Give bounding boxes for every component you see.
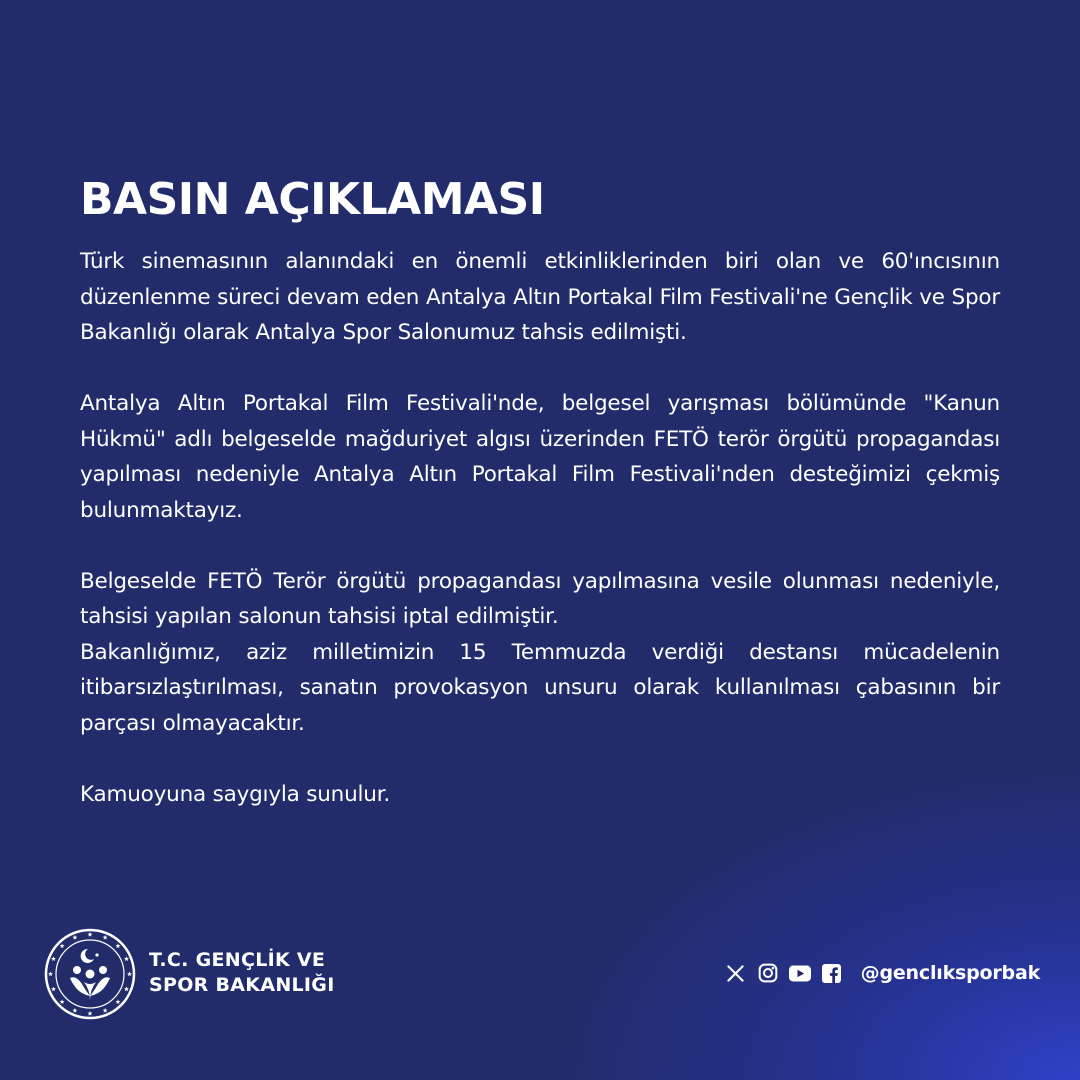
facebook-icon[interactable] bbox=[821, 962, 843, 984]
logo-star bbox=[127, 971, 132, 976]
logo-star bbox=[48, 971, 53, 976]
organization-name-line1: T.C. GENÇLİK VE bbox=[149, 949, 326, 971]
logo-star bbox=[124, 987, 129, 992]
logo-star bbox=[60, 999, 65, 1004]
social-handle[interactable]: @genclıksporbak bbox=[860, 962, 1040, 984]
instagram-icon[interactable] bbox=[757, 962, 779, 984]
logo-star bbox=[88, 1011, 93, 1016]
logo-star bbox=[72, 1008, 77, 1013]
press-release bbox=[80, 172, 1000, 812]
logo-star bbox=[88, 932, 93, 937]
paragraph-3: Belgeselde FETÖ Terör örgütü propagandası yapılmasına vesile olunması nedeniyle, tahsisi yapılan salonun tahsisi iptal edilmiştir. bbox=[80, 568, 1000, 629]
ministry-logo-icon bbox=[44, 928, 136, 1020]
paragraph-4: Bakanlığımız, aziz milletimizin 15 Temmuzda verdiği destansı mücadelenin itibarsızlaştırılması, sanatın provokasyon unsuru olarak kullanılması çabasının bir parçası olmayacaktır. bbox=[80, 639, 1000, 736]
logo-star bbox=[103, 935, 108, 940]
paragraph-2: Antalya Altın Portakal Film Festivali'nde, belgesel yarışması bölümünde "Kanun Hükmü" adlı belgeselde mağduriyet algısı üzerinden FETÖ terör örgütü propagandası yapılması nedeniyle Antalya Altın Portakal Film Festivali'nden desteğimizi çekmiş bulunmaktayız. bbox=[80, 391, 1000, 523]
youtube-icon[interactable] bbox=[789, 962, 811, 984]
page-title: BASIN AÇIKLAMASI bbox=[80, 174, 545, 225]
logo-star bbox=[124, 956, 129, 961]
logo-star bbox=[115, 943, 120, 948]
logo-star bbox=[103, 1008, 108, 1013]
organization-name-line2: SPOR BAKANLIĞI bbox=[149, 974, 335, 996]
footer bbox=[44, 928, 1040, 1020]
logo-star bbox=[72, 935, 77, 940]
social-links bbox=[725, 962, 1040, 984]
paragraph-spacer bbox=[80, 741, 1000, 777]
logo-star bbox=[51, 987, 56, 992]
logo-star bbox=[60, 943, 65, 948]
logo-star bbox=[115, 999, 120, 1004]
logo-star bbox=[51, 956, 56, 961]
paragraph-spacer bbox=[80, 528, 1000, 564]
x-icon[interactable] bbox=[725, 962, 747, 984]
paragraph-1: Türk sinemasının alanındaki en önemli etkinliklerinden biri olan ve 60'ıncısının düzenlenme süreci devam eden Antalya Altın Portakal Film Festivali'ne Gençlik ve Spor Bakanlığı olarak Antalya Spor Salonumuz tahsis edilmişti. bbox=[80, 249, 1000, 345]
organization-name bbox=[149, 948, 335, 998]
closing-line: Kamuoyuna saygıyla sunulur. bbox=[80, 781, 391, 807]
paragraph-spacer bbox=[80, 351, 1000, 387]
